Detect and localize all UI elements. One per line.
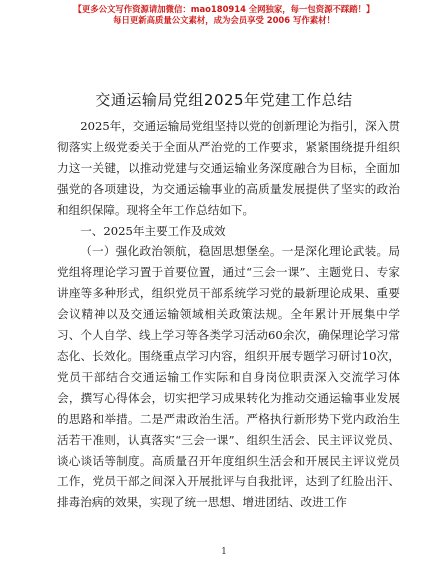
page-number: 1 (221, 547, 227, 557)
section-heading: 一、2025年主要工作及成效 (80, 223, 226, 238)
section-paragraph: （一）强化政治领航，稳固思想堡垒。一是深化理论武装。局党组将理论学习置于首要位置，通过“三会一课”、主题党日、专家讲座等多种形式，组织党员干部系统学习党的最新理论成果、重要会议精神以及交通运输领域相关政策法规。全年累计开展集中学习、个人自学、线上学习等各类学习活动60余次，确保理论学习常态化、长效化。围绕重点学习内容，组织开展专题学习研讨10次，党员干部结合交通运输工作实际和自身岗位职责深入交流学习体会，撰写心得体会，切实把学习成果转化为推动交通运输事业发展的思路和举措。二是严肃政治生活。严格执行新形势下党内政治生活若干准则，认真落实“三会一课”、组织生活会、民主评议党员、谈心谈话等制度。高质量召开年度组织生活会和开展民主评议党员工作，党员干部之间深入开展批评与自我批评，达到了红脸出汗、排毒治病的效果，实现了统一思想、增进团结、改进工作 (57, 244, 400, 510)
document-body (57, 116, 400, 513)
promo-banner-line-1: 【更多公文写作资源请加微信：mao180914 全网独家，每一包资源不踩踏！】 (73, 4, 375, 14)
document-title: 交通运输局党组2025年党建工作总结 (95, 91, 353, 109)
promo-banner (0, 4, 448, 26)
promo-banner-line-2: 每日更新高质量公文素材，成为会员享受 2006 写作素材！ (113, 15, 335, 25)
intro-paragraph: 2025年，交通运输局党组坚持以党的创新理论为指引，深入贯彻落实上级党委关于全面从严治党的工作要求，紧紧围绕提升组织力这一关键，以推动党建与交通运输业务深度融合为目标，全面加强党的各项建设，为交通运输事业的高质量发展提供了坚实的政治和组织保障。现将全年工作总结如下。 (57, 119, 400, 217)
